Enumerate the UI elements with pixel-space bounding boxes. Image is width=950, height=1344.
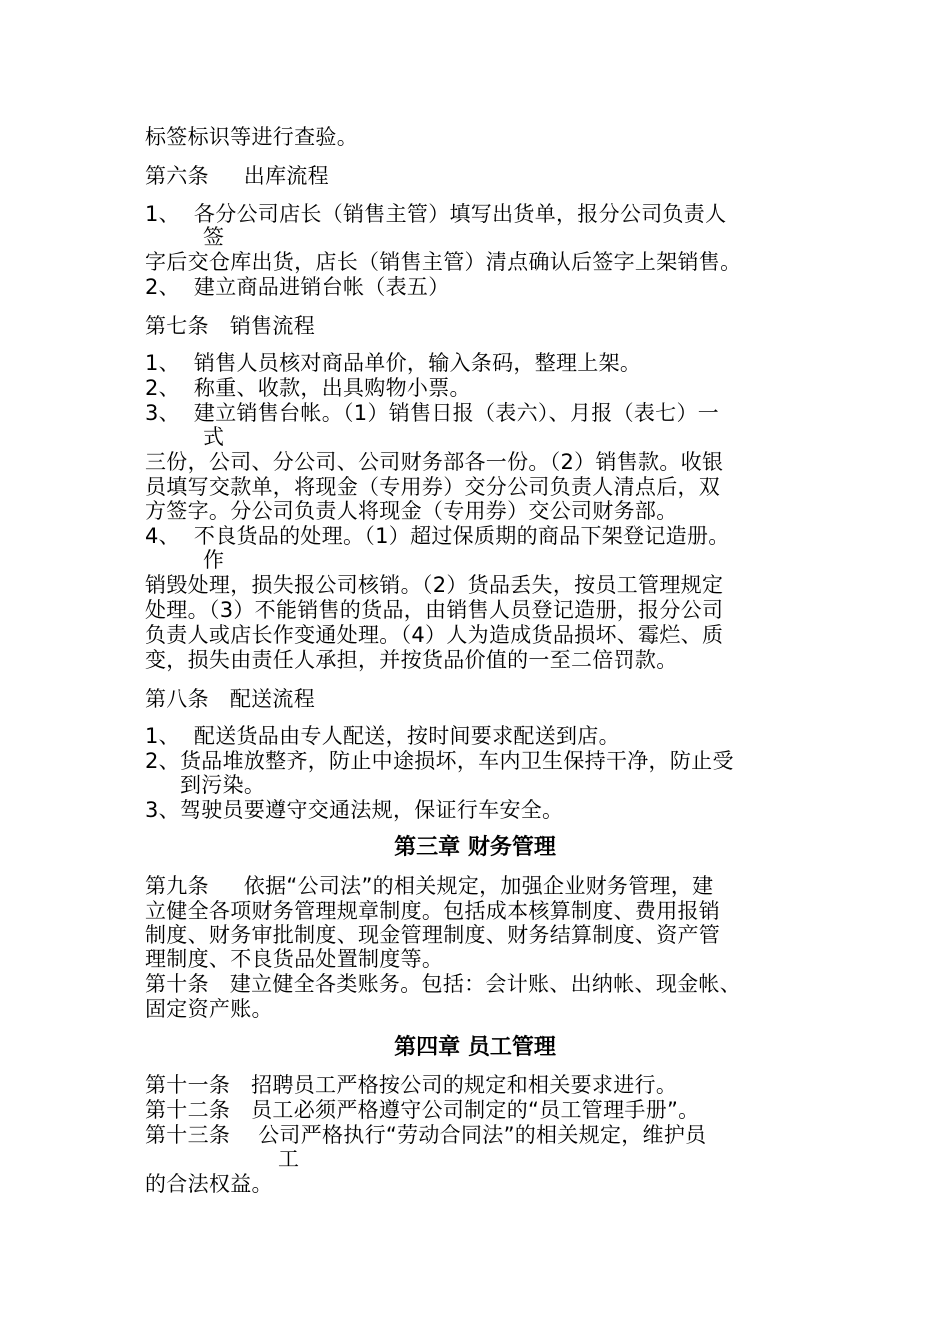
chapter-3-heading: 第三章 财务管理 — [394, 835, 556, 860]
text-line: 2、货品堆放整齐，防止中途损坏，车内卫生保持干净，防止受 — [145, 749, 734, 773]
text-line: 字后交仓库出货，店长（销售主管）清点确认后签字上架销售。 — [145, 250, 742, 274]
text-line-wrap: 工 — [278, 1147, 300, 1171]
text-line: 销毁处理，损失报公司核销。（2）货品丢失，按员工管理规定 — [145, 573, 724, 597]
text-line: 理制度、不良货品处置制度等。 — [145, 947, 444, 971]
text-line: 3、 建立销售台帐。（1）销售日报（表六）、月报（表七）一 — [145, 401, 720, 425]
text-line: 处理。（3）不能销售的货品，由销售人员登记造册，报分公司 — [145, 598, 724, 622]
text-line-wrap: 作 — [203, 548, 225, 572]
text-line: 员填写交款单，将现金（专用券）交分公司负责人清点后，双 — [145, 475, 721, 499]
text-line: 制度、财务审批制度、现金管理制度、财务结算制度、资产管 — [145, 923, 721, 947]
article-7-title: 第七条 销售流程 — [145, 314, 316, 338]
text-line: 三份，公司、分公司、公司财务部各一份。（2）销售款。收银 — [145, 450, 724, 474]
article-8-title: 第八条 配送流程 — [145, 687, 316, 711]
text-line: 4、 不良货品的处理。（1）超过保质期的商品下架登记造册。 — [145, 524, 730, 548]
text-line: 第十一条 招聘员工严格按公司的规定和相关要求进行。 — [145, 1073, 678, 1097]
text-line: 1、 各分公司店长（销售主管）填写出货单，报分公司负责人 — [145, 202, 727, 226]
text-line-wrap: 到污染。 — [180, 773, 266, 797]
text-line: 负责人或店长作变通处理。（4）人为造成货品损坏、霉烂、质 — [145, 623, 724, 647]
text-line: 第十三条 公司严格执行“劳动合同法”的相关规定，维护员 — [145, 1123, 707, 1147]
text-line: 第九条 依据“公司法”的相关规定，加强企业财务管理，建 — [145, 874, 714, 898]
text-line: 的合法权益。 — [145, 1172, 273, 1196]
text-line: 方签字。分公司负责人将现金（专用券）交公司财务部。 — [145, 499, 678, 523]
text-line: 3、驾驶员要遵守交通法规，保证行车安全。 — [145, 798, 564, 822]
text-line: 固定资产账。 — [145, 997, 273, 1021]
text-line: 第十条 建立健全各类账务。包括：会计账、出纳帐、现金帐、 — [145, 972, 742, 996]
text-line: 1、 销售人员核对商品单价，输入条码，整理上架。 — [145, 351, 642, 375]
chapter-4-heading: 第四章 员工管理 — [394, 1035, 556, 1060]
text-line: 第十二条 员工必须严格遵守公司制定的“员工管理手册”。 — [145, 1098, 700, 1122]
text-line-wrap: 式 — [203, 425, 225, 449]
text-line: 2、 称重、收款，出具购物小票。 — [145, 376, 471, 400]
article-6-title: 第六条 出库流程 — [145, 164, 329, 188]
text-line-wrap: 签 — [203, 225, 225, 249]
text-line: 1、 配送货品由专人配送，按时间要求配送到店。 — [145, 724, 620, 748]
text-line: 2、 建立商品进销台帐（表五） — [145, 275, 450, 299]
text-line: 变，损失由责任人承担，并按货品价值的一至二倍罚款。 — [145, 648, 678, 672]
text-line: 标签标识等进行查验。 — [145, 125, 358, 149]
text-line: 立健全各项财务管理规章制度。包括成本核算制度、费用报销 — [145, 899, 721, 923]
